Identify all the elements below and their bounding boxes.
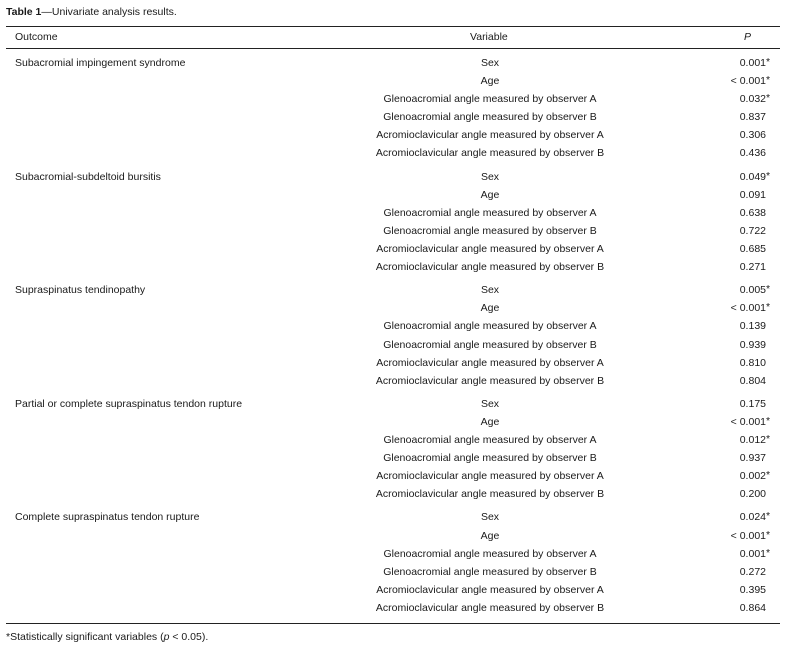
outcome-cell: Subacromial-subdeltoid bursitis [15,171,161,183]
p-value-cell [700,413,771,431]
table-row [0,485,788,503]
footnote-p-symbol: p [163,631,170,643]
p-value-cell [700,281,771,299]
p-value-cell [700,336,766,354]
table-row [0,599,788,617]
variable-cell: Acromioclavicular angle measured by observer A [376,129,604,141]
table-row [0,336,788,354]
table-row [0,222,788,240]
p-value: 0.271 [739,261,766,273]
significance-marker: * [766,433,771,445]
variable-cell: Glenoacromial angle measured by observer B [383,225,597,237]
significance-marker: * [766,170,771,182]
table-row [0,258,788,276]
significance-marker: * [766,469,771,481]
p-value-cell [700,72,771,90]
outcome-cell: Partial or complete supraspinatus tendon rupture [15,398,243,410]
column-header-outcome: Outcome [15,31,58,43]
variable-cell: Sex [480,398,500,410]
table-bottom-rule [6,623,780,624]
variable-cell: Glenoacromial angle measured by observer B [383,452,597,464]
footnote-text-before: Statistically significant variables ( [10,631,164,643]
p-value: 0.864 [739,602,766,614]
variable-cell: Glenoacromial angle measured by observer A [383,207,597,219]
variable-cell: Acromioclavicular angle measured by observer B [375,261,605,273]
p-value: < 0.001 [730,302,766,314]
variable-cell: Acromioclavicular angle measured by observer A [376,584,604,596]
p-value: 0.395 [739,584,766,596]
p-value: 0.091 [739,189,766,201]
footnote-text-after: < 0.05). [169,631,209,643]
p-value-cell [700,222,766,240]
p-value: 0.804 [739,375,766,387]
variable-cell: Sex [480,511,500,523]
footnote-marker: * [6,631,11,643]
p-value: < 0.001 [730,75,766,87]
variable-cell: Sex [480,171,500,183]
table-row [0,90,788,108]
p-value-cell [700,563,766,581]
significance-marker: * [766,56,771,68]
table-row [0,240,788,258]
table-row [0,563,788,581]
p-value-cell [700,395,766,413]
table-row [0,395,788,413]
variable-cell: Sex [480,57,500,69]
p-value: 0.032 [739,93,766,105]
table-row [0,108,788,126]
table-row [0,168,788,186]
p-value-cell [700,508,771,526]
table-row [0,281,788,299]
variable-cell: Acromioclavicular angle measured by observer B [375,488,605,500]
p-value-cell [700,204,766,222]
p-value-cell [700,240,766,258]
column-header-variable: Variable [470,31,508,43]
p-value: 0.722 [739,225,766,237]
variable-cell: Age [480,416,500,428]
variable-cell: Acromioclavicular angle measured by observer B [375,602,605,614]
table-row [0,508,788,526]
significance-marker: * [766,415,771,427]
variable-cell: Glenoacromial angle measured by observer A [383,93,597,105]
p-value-cell [700,54,771,72]
p-value-cell [700,144,766,162]
p-value: 0.937 [739,452,766,464]
p-value-cell [700,527,771,545]
column-header-p: P [744,31,752,43]
table-row [0,72,788,90]
table-row [0,413,788,431]
p-value-cell [700,449,766,467]
significance-marker: * [766,529,771,541]
p-value: 0.436 [739,147,766,159]
p-value: 0.139 [739,320,766,332]
table-row [0,354,788,372]
table-row [0,581,788,599]
table-row [0,527,788,545]
p-value-cell [700,317,766,335]
p-value: 0.272 [739,566,766,578]
p-value: 0.001 [739,57,766,69]
significance-marker: * [766,74,771,86]
table-footnote [6,631,208,643]
variable-cell: Glenoacromial angle measured by observer A [383,320,597,332]
p-value-cell [700,90,771,108]
p-value: 0.306 [739,129,766,141]
significance-marker: * [766,547,771,559]
p-value: 0.012 [739,434,766,446]
p-value-cell [700,545,771,563]
table-title: —Univariate analysis results. [41,6,177,18]
table-row [0,431,788,449]
p-value-cell [700,431,771,449]
p-value-cell [700,186,766,204]
p-value: < 0.001 [730,530,766,542]
p-value: 0.685 [739,243,766,255]
variable-cell: Glenoacromial angle measured by observer B [383,339,597,351]
table-row [0,317,788,335]
table-row [0,372,788,390]
table-row [0,299,788,317]
p-value-cell [700,581,766,599]
table-row [0,467,788,485]
table-row [0,545,788,563]
p-value: 0.049 [739,171,766,183]
p-value: 0.175 [739,398,766,410]
significance-marker: * [766,92,771,104]
p-value: 0.939 [739,339,766,351]
variable-cell: Age [480,189,500,201]
variable-cell: Glenoacromial angle measured by observer B [383,566,597,578]
p-value: 0.810 [739,357,766,369]
p-value-cell [700,599,766,617]
p-value: 0.005 [739,284,766,296]
variable-cell: Acromioclavicular angle measured by observer A [376,357,604,369]
table-row [0,126,788,144]
significance-marker: * [766,283,771,295]
p-value-cell [700,467,771,485]
variable-cell: Acromioclavicular angle measured by observer B [375,147,605,159]
variable-cell: Sex [480,284,500,296]
p-value-cell [700,485,766,503]
table-row [0,204,788,222]
p-value-cell [700,372,766,390]
significance-marker: * [766,510,771,522]
p-value: 0.001 [739,548,766,560]
p-value: 0.638 [739,207,766,219]
p-value: 0.200 [739,488,766,500]
outcome-cell: Subacromial impingement syndrome [15,57,186,69]
significance-marker: * [766,301,771,313]
variable-cell: Age [480,530,500,542]
p-value: 0.024 [739,511,766,523]
outcome-cell: Supraspinatus tendinopathy [15,284,146,296]
p-value-cell [700,108,766,126]
variable-cell: Acromioclavicular angle measured by observer B [375,375,605,387]
variable-cell: Acromioclavicular angle measured by observer A [376,470,604,482]
outcome-cell: Complete supraspinatus tendon rupture [15,511,200,523]
variable-cell: Age [480,302,500,314]
table-row [0,449,788,467]
variable-cell: Glenoacromial angle measured by observer A [383,548,597,560]
table-label: Table 1 [6,6,42,18]
table-row [0,144,788,162]
variable-cell: Glenoacromial angle measured by observer A [383,434,597,446]
variable-cell: Glenoacromial angle measured by observer B [383,111,597,123]
p-value: 0.837 [739,111,766,123]
variable-cell: Age [480,75,500,87]
p-value: 0.002 [739,470,766,482]
p-value-cell [700,126,766,144]
p-value-cell [700,354,766,372]
table-row [0,186,788,204]
table-row [0,54,788,72]
p-value: < 0.001 [730,416,766,428]
p-value-cell [700,299,771,317]
p-value-cell [700,168,771,186]
variable-cell: Acromioclavicular angle measured by observer A [376,243,604,255]
p-value-cell [700,258,766,276]
